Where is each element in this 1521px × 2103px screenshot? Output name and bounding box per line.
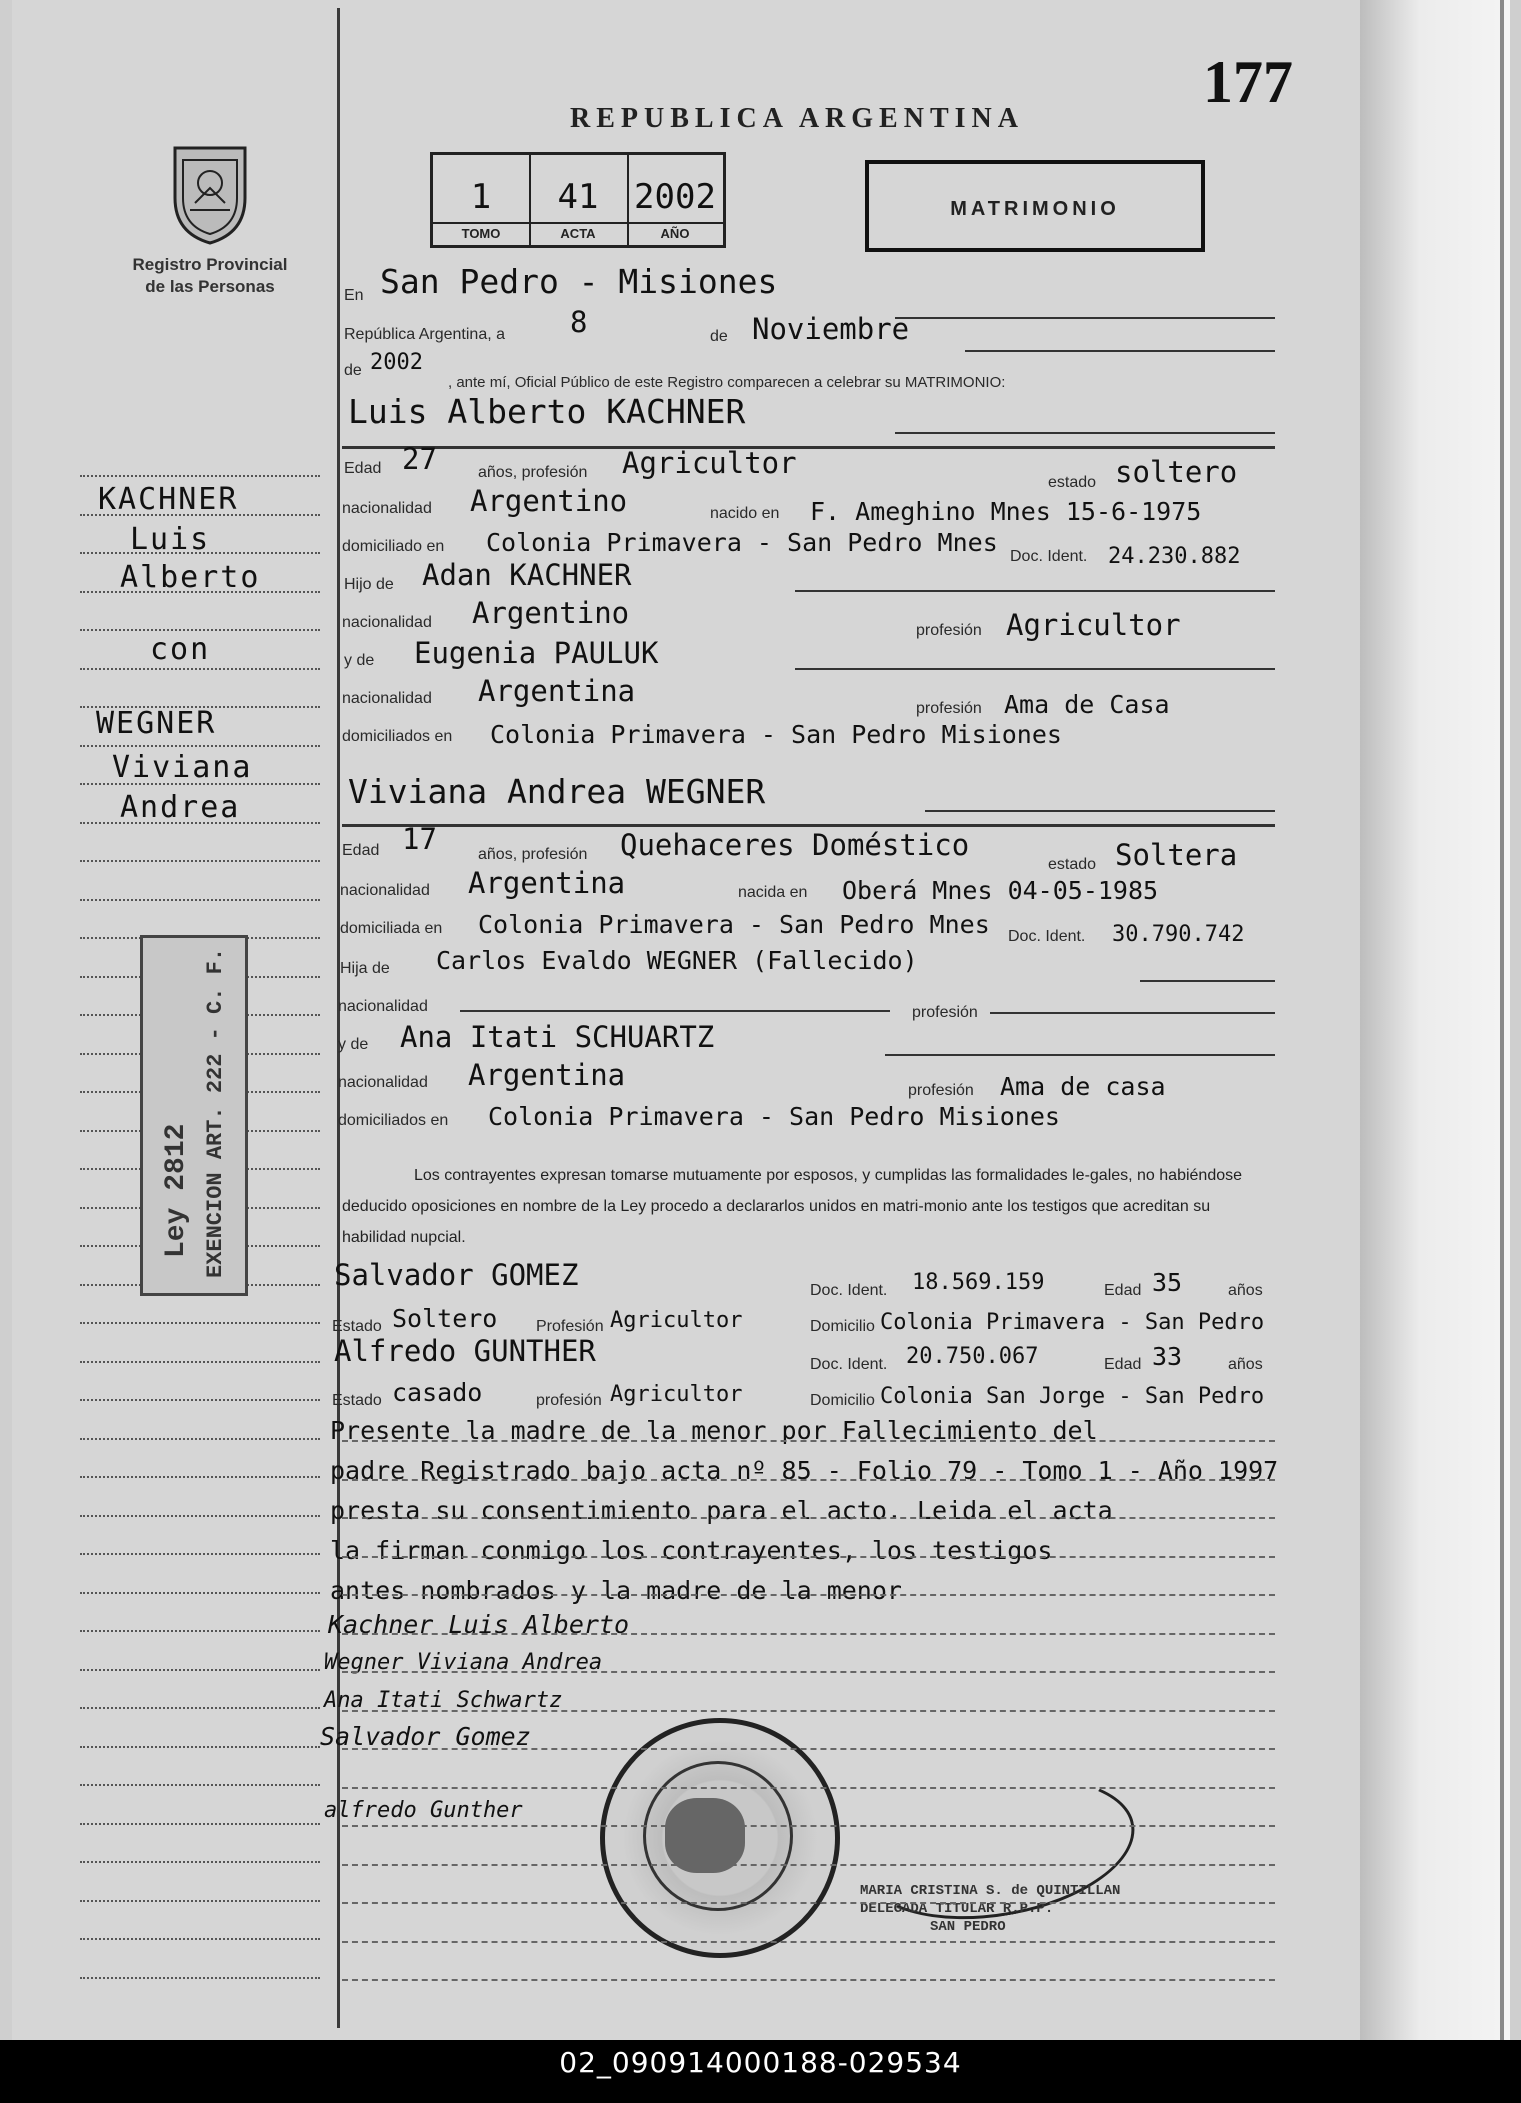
signature: Wegner Viviana Andrea [324,1650,603,1675]
acta-label: ACTA [529,222,627,241]
margin-dotted-line [80,1938,320,1940]
margin-name2-line1: WEGNER [96,706,217,741]
margin-dotted-line [80,1361,320,1363]
tomo-cell [433,155,531,245]
label-hija-de: Hija de [340,960,390,977]
label-profesion: profesión [916,622,982,639]
margin-name1-line3: Alberto [120,560,261,595]
acta-value: 41 [557,177,599,217]
t2-nombre: Alfredo GUNTHER [334,1334,596,1368]
rule [895,317,1275,319]
record-type-box [865,160,1205,252]
official-name: MARIA CRISTINA S. de QUINTILLAN [860,1883,1121,1899]
note-line: presta su consentimiento para el acto. Leida el acta [330,1496,1113,1525]
label-doc-ident: Doc. Ident. [810,1356,888,1373]
label-y-de: y de [344,652,375,669]
tomo-value: 1 [470,177,492,217]
margin-dotted-line [80,1476,320,1478]
anio: 2002 [370,350,423,375]
rule [885,1054,1275,1056]
anio-cell [627,155,723,245]
margin-dotted-line [80,1861,320,1863]
registry-line1: Registro Provincial [132,255,288,274]
c1-doc: 24.230.882 [1108,544,1241,569]
label-anios-profesion: años, profesión [478,464,588,481]
margin-dotted-line [80,1669,320,1671]
t1-profesion: Agricultor [610,1308,743,1333]
label-profesion: profesión [916,700,982,717]
t1-edad: 35 [1152,1268,1183,1297]
c2-madre-profesion: Ama de casa [1000,1072,1166,1101]
legal-text: Los contrayentes expresan tomarse mutuamente por esposos, y cumplidas las formalidades le-gales, no habiéndose deducido oposiciones en nombre de la Ley procedo a declararlos unidos en matri-monio ante los testigos que acreditan su habilidad nupcial. [342,1167,1243,1246]
signature: Ana Itati Schwartz [324,1688,563,1713]
label-nacionalidad: nacionalidad [338,1074,428,1091]
c2-madre-nacionalidad: Argentina [468,1058,626,1092]
t2-domicilio: Colonia San Jorge - San Pedro [880,1384,1265,1409]
official-place: SAN PEDRO [930,1919,1006,1935]
label-doc-ident: Doc. Ident. [810,1282,888,1299]
label-estado: estado [1048,474,1097,491]
label-anios: años [1228,1282,1263,1299]
label-nacionalidad: nacionalidad [338,998,428,1015]
page-number: 177 [1203,49,1293,115]
label-anios: años [1228,1356,1263,1373]
margin-dotted-line [80,745,320,747]
t1-domicilio: Colonia Primavera - San Pedro [880,1310,1265,1335]
label-domiciliada-en: domiciliada en [340,920,443,937]
c1-padres-domicilio: Colonia Primavera - San Pedro Misiones [490,720,1062,749]
margin-dotted-line [80,1784,320,1786]
ruled-line [342,1941,1275,1943]
label-de2: de [344,362,362,379]
exemption-stamp-line2: EXENCION ART. 222 - C. F. [203,947,228,1278]
margin-dotted-line [80,1515,320,1517]
c1-padre-profesion: Agricultor [1006,608,1181,642]
note-line: padre Registrado bajo acta nº 85 - Folio 79 - Tomo 1 - Año 1997 [330,1456,1279,1485]
page-edge-line [1500,0,1504,2040]
record-reference-box [430,152,726,248]
ruled-line [342,1864,1275,1866]
label-domiciliados-en: domiciliados en [338,1112,449,1129]
country-heading: REPUBLICA ARGENTINA [570,103,1024,134]
c2-padres-domicilio: Colonia Primavera - San Pedro Misiones [488,1102,1060,1131]
margin-dotted-line [80,1900,320,1902]
page-edge [1360,0,1510,2040]
c1-domicilio: Colonia Primavera - San Pedro Mnes [486,528,998,557]
margin-con: con [150,632,211,667]
ruled-line [342,1671,1275,1673]
exemption-stamp-line1: Ley 2812 [161,1123,192,1258]
rule [895,432,1275,434]
c1-nacido: F. Ameghino Mnes 15-6-1975 [810,497,1202,526]
rule [795,590,1275,592]
c2-doc: 30.790.742 [1112,922,1245,947]
note-line: la firman conmigo los contrayentes, los testigos [330,1536,1053,1565]
c1-profesion: Agricultor [622,446,797,480]
ruled-line [342,1825,1275,1827]
ruled-line [342,1902,1275,1904]
label-estado: Estado [332,1392,382,1409]
c1-nombre: Luis Alberto KACHNER [348,392,746,431]
margin-name2-line2: Viviana [112,750,253,785]
c2-padre: Carlos Evaldo WEGNER (Fallecido) [436,946,918,975]
label-estado: estado [1048,856,1097,873]
mes: Noviembre [752,312,910,346]
c1-madre-nacionalidad: Argentina [478,674,636,708]
ruled-line [342,1556,1275,1558]
official-role: DELEGADA TITULAR R.P.P. [860,1901,1054,1917]
c2-domicilio: Colonia Primavera - San Pedro Mnes [478,910,990,939]
margin-name1-line2: Luis [130,522,211,557]
ruled-line [342,1633,1275,1635]
registry-line2: de las Personas [145,277,275,296]
ruled-line [342,1440,1275,1442]
ruled-line [342,1710,1275,1712]
exemption-stamp [140,935,248,1296]
margin-dotted-line [80,475,320,477]
margin-dotted-line [80,1322,320,1324]
label-edad: Edad [342,842,380,859]
seal-emblem-icon [665,1798,745,1873]
label-nacionalidad: nacionalidad [342,500,432,517]
label-en: En [344,287,364,304]
t1-estado: Soltero [392,1304,498,1333]
margin-dotted-line [80,1977,320,1979]
t1-doc: 18.569.159 [912,1270,1045,1295]
c2-nacida: Oberá Mnes 04-05-1985 [842,876,1159,905]
signature: alfredo Gunther [324,1798,523,1823]
rule [965,350,1275,352]
rule [795,668,1275,670]
rule [460,1010,890,1012]
note-line: Presente la madre de la menor por Fallecimiento del [330,1416,1098,1445]
label-republica-a: República Argentina, a [344,326,505,343]
dia: 8 [570,305,588,339]
margin-dotted-line [80,629,320,631]
label-profesion: Profesión [536,1318,604,1335]
record-type: MATRIMONIO [950,198,1120,220]
label-edad: Edad [344,460,382,477]
rule [1140,980,1275,982]
section-rule [342,824,1275,827]
t1-nombre: Salvador GOMEZ [334,1258,579,1292]
t2-doc: 20.750.067 [906,1344,1039,1369]
label-comparecen: , ante mí, Oficial Público de este Registro comparecen a celebrar su MATRIMONIO: [448,374,1006,391]
c2-estado: Soltera [1115,838,1238,872]
anio-label: AÑO [627,222,723,241]
label-y-de: y de [338,1036,369,1053]
rule [990,1012,1275,1014]
ruled-line [342,1594,1275,1596]
official-seal [600,1718,840,1958]
margin-dotted-line [80,1630,320,1632]
margin-dotted-line [80,860,320,862]
label-de: de [710,328,728,345]
label-doc-ident: Doc. Ident. [1010,548,1088,565]
label-nacido-en: nacido en [710,505,780,522]
ruled-line [342,1979,1275,1981]
margin-dotted-line [80,1438,320,1440]
label-doc-ident: Doc. Ident. [1008,928,1086,945]
rule [925,810,1275,812]
t2-estado: casado [392,1378,483,1407]
c1-madre-profesion: Ama de Casa [1004,690,1170,719]
margin-dotted-line [80,1746,320,1748]
note-line: antes nombrados y la madre de la menor [330,1576,902,1605]
label-profesion: profesión [908,1082,974,1099]
c1-madre: Eugenia PAULUK [414,636,659,670]
lugar: San Pedro - Misiones [380,262,778,301]
margin-dotted-line [80,1823,320,1825]
label-nacida-en: nacida en [738,884,808,901]
label-domiciliados-en: domiciliados en [342,728,453,745]
ruled-line [342,1748,1275,1750]
registry-name [110,254,310,298]
anio-value: 2002 [634,177,716,217]
margin-dotted-line [80,1399,320,1401]
document-id: 02_090914000188-029534 [559,2046,962,2079]
acta-cell [529,155,629,245]
signature: Kachner Luis Alberto [328,1610,630,1639]
label-hijo-de: Hijo de [344,576,394,593]
section-rule [342,446,1275,449]
label-anios-profesion: años, profesión [478,846,588,863]
c2-madre: Ana Itati SCHUARTZ [400,1020,715,1054]
c2-nombre: Viviana Andrea WEGNER [348,772,766,811]
label-estado: Estado [332,1318,382,1335]
label-profesion: profesión [536,1392,602,1409]
ruled-line [342,1479,1275,1481]
signature: Salvador Gomez [320,1722,531,1751]
c1-estado: soltero [1115,455,1238,489]
margin-dotted-line [80,668,320,670]
tomo-label: TOMO [433,222,529,241]
label-edad: Edad [1104,1282,1142,1299]
label-profesion: profesión [912,1004,978,1021]
margin-name2-line3: Andrea [120,790,241,825]
c1-edad: 27 [402,442,437,476]
margin-dotted-line [80,1592,320,1594]
margin-dotted-line [80,1707,320,1709]
label-domicilio: Domicilio [810,1392,875,1409]
label-domicilio: Domicilio [810,1318,875,1335]
c1-padre: Adan KACHNER [422,558,632,592]
label-nacionalidad: nacionalidad [340,882,430,899]
t2-profesion: Agricultor [610,1382,743,1407]
official-block [860,1882,1140,1936]
margin-dotted-line [80,1553,320,1555]
ruled-line [342,1517,1275,1519]
label-edad: Edad [1104,1356,1142,1373]
label-domiciliado-en: domiciliado en [342,538,445,555]
label-nacionalidad: nacionalidad [342,690,432,707]
margin-name1-line1: KACHNER [98,482,239,517]
province-emblem-icon [165,138,255,246]
margin-dotted-line [80,899,320,901]
c2-profesion: Quehaceres Doméstico [620,828,970,862]
ruled-line [342,1787,1275,1789]
c2-edad: 17 [402,822,437,856]
t2-edad: 33 [1152,1342,1183,1371]
c2-nacionalidad: Argentina [468,866,626,900]
label-nacionalidad: nacionalidad [342,614,432,631]
c1-nacionalidad: Argentino [470,484,628,518]
c1-padre-nacionalidad: Argentino [472,596,630,630]
